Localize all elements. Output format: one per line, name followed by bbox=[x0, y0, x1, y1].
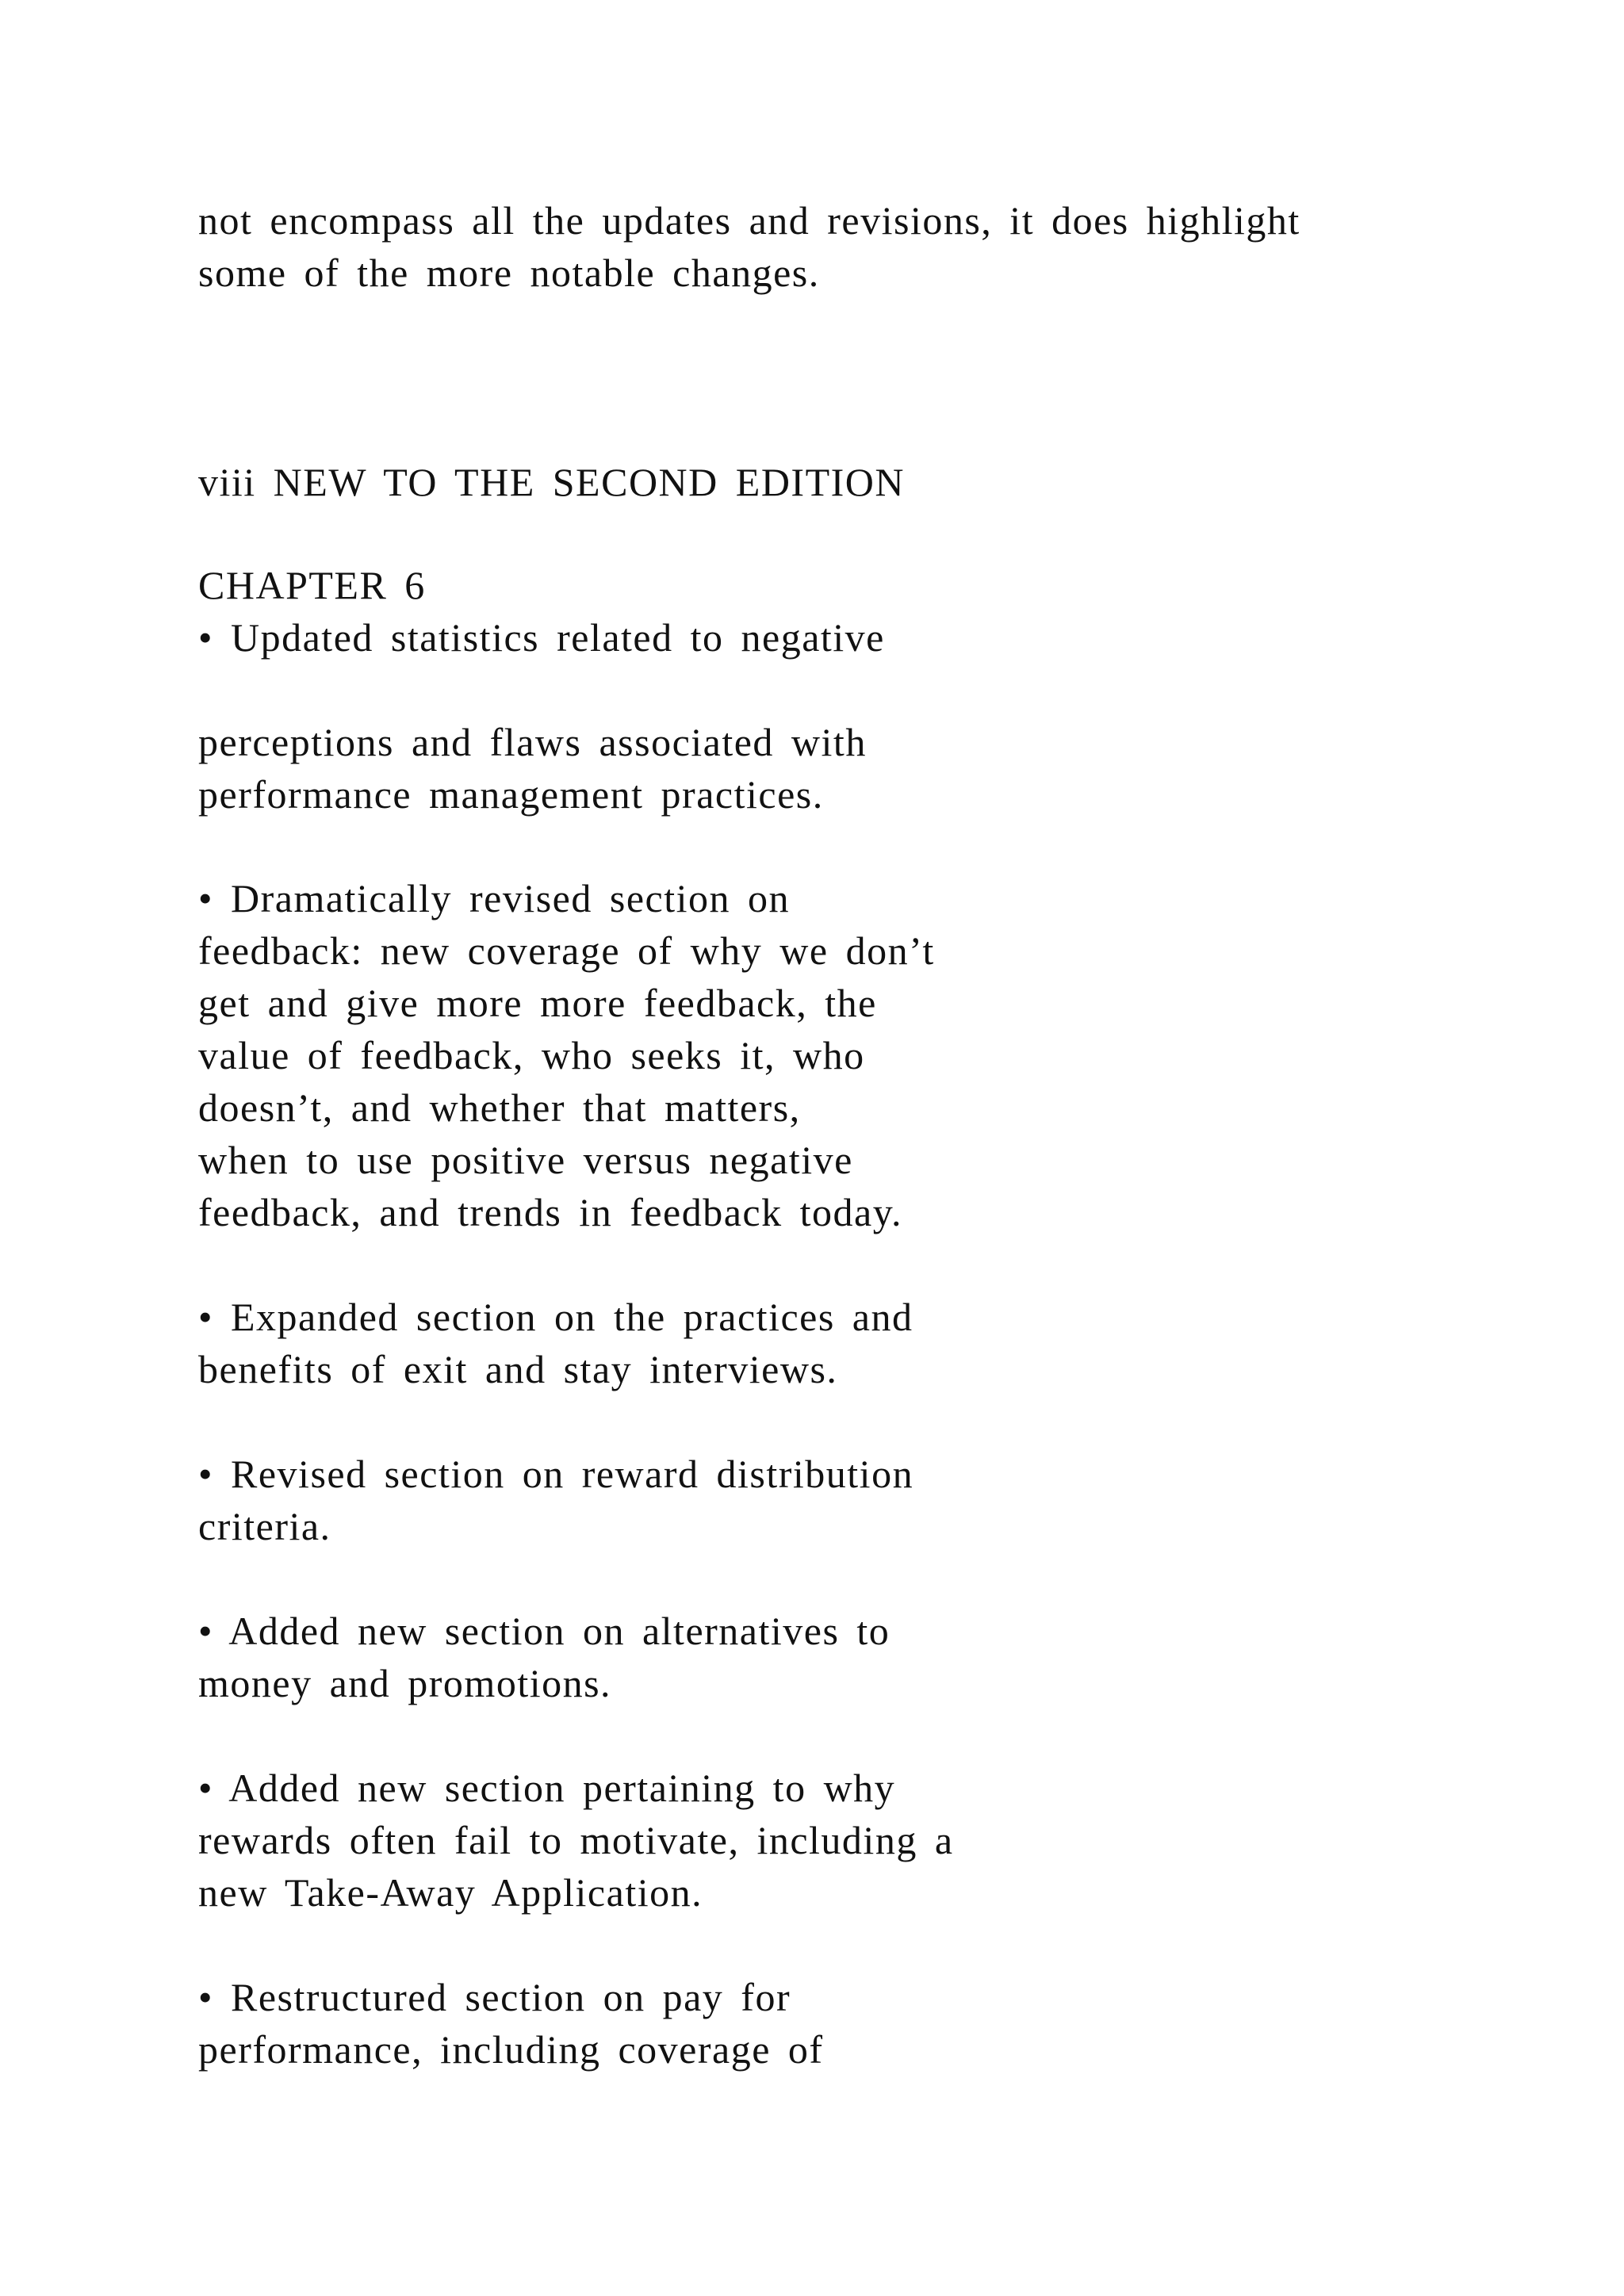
intro-line-2: some of the more notable changes. bbox=[198, 251, 820, 295]
intro-line-1: not encompass all the updates and revisions, it does highlight bbox=[198, 198, 1300, 243]
running-header: viii NEW TO THE SECOND EDITION bbox=[198, 460, 905, 504]
bullet-item-1-line-1: • Updated statistics related to negative bbox=[198, 615, 885, 660]
bullet-item-3-line-2: benefits of exit and stay interviews. bbox=[198, 1347, 838, 1391]
bullet-item-6-line-2: rewards often fail to motivate, including a bbox=[198, 1818, 954, 1862]
bullet-item-4-line-1: • Revised section on reward distribution bbox=[198, 1452, 914, 1496]
bullet-item-5-line-2: money and promotions. bbox=[198, 1661, 612, 1705]
chapter-heading: CHAPTER 6 bbox=[198, 563, 426, 607]
bullet-item-2-line-1: • Dramatically revised section on bbox=[198, 876, 791, 920]
bullet-item-2-line-3: get and give more more feedback, the bbox=[198, 981, 877, 1025]
bullet-item-2-line-6: when to use positive versus negative bbox=[198, 1138, 853, 1182]
bullet-item-6-line-1: • Added new section pertaining to why bbox=[198, 1766, 896, 1810]
bullet-item-2-line-4: value of feedback, who seeks it, who bbox=[198, 1033, 865, 1077]
bullet-item-7-line-2: performance, including coverage of bbox=[198, 2027, 824, 2072]
bullet-item-6-line-3: new Take-Away Application. bbox=[198, 1870, 703, 1915]
bullet-item-2-line-7: feedback, and trends in feedback today. bbox=[198, 1190, 902, 1234]
bullet-item-1-line-3: performance management practices. bbox=[198, 772, 824, 817]
bullet-item-2-line-5: doesn’t, and whether that matters, bbox=[198, 1085, 801, 1130]
bullet-item-1-line-2: perceptions and flaws associated with bbox=[198, 720, 867, 764]
bullet-item-4-line-2: criteria. bbox=[198, 1504, 331, 1548]
bullet-item-2-line-2: feedback: new coverage of why we don’t bbox=[198, 928, 935, 973]
bullet-item-7-line-1: • Restructured section on pay for bbox=[198, 1975, 791, 2019]
bullet-item-3-line-1: • Expanded section on the practices and bbox=[198, 1295, 914, 1339]
bullet-item-5-line-1: • Added new section on alternatives to bbox=[198, 1609, 891, 1653]
